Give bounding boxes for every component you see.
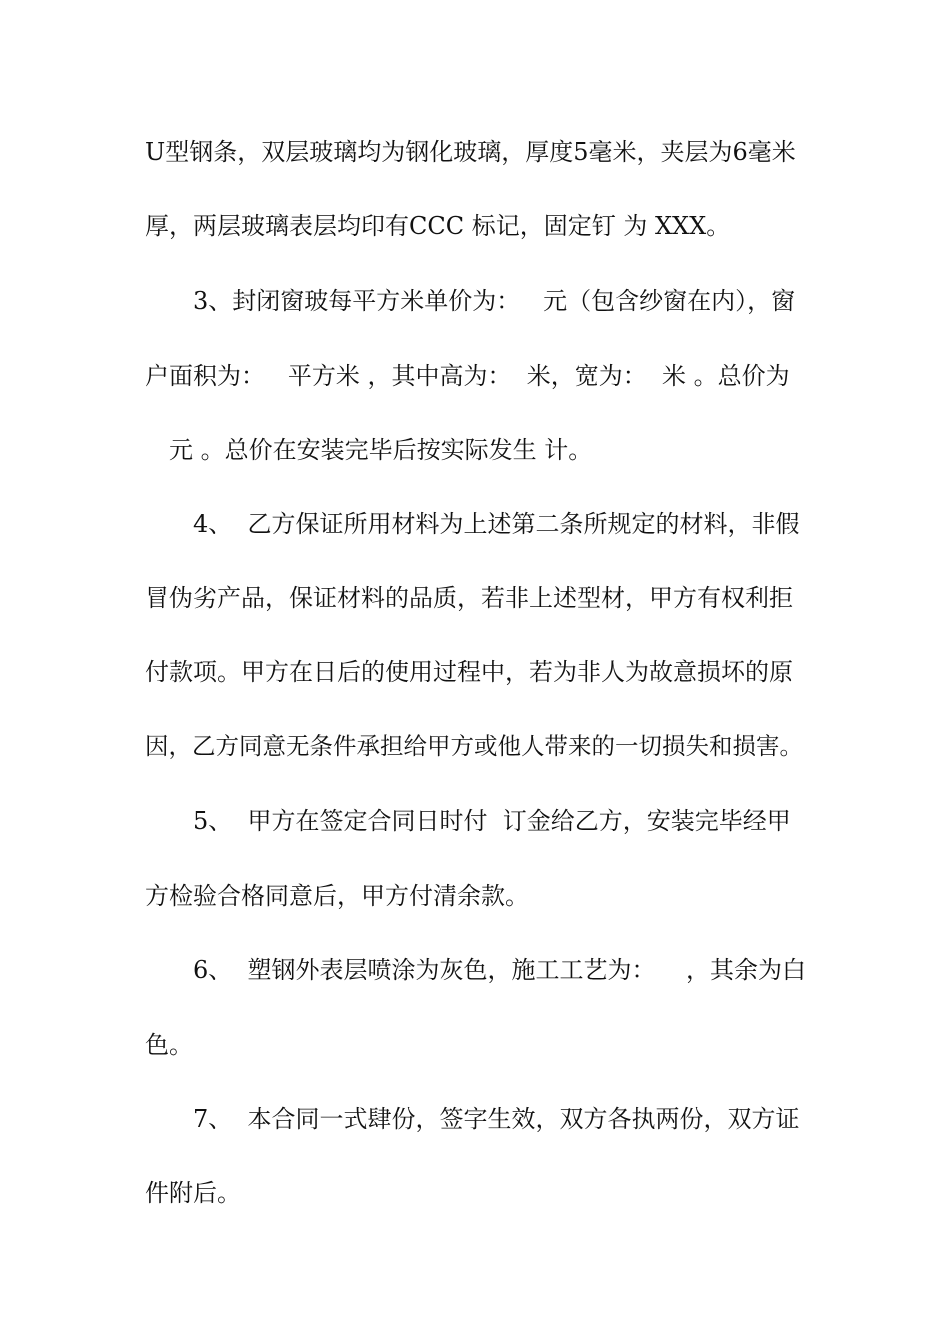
clause-6-line: 6、 塑钢外表层喷涂为灰色，施工工艺为： ，其余为白 bbox=[193, 956, 807, 984]
clause-5-line: 5、 甲方在签定合同日时付 订金给乙方，安装完毕经甲 bbox=[193, 807, 791, 835]
text-line: 厚，两层玻璃表层均印有CCC 标记，固定钉 为 XXX。 bbox=[145, 212, 731, 240]
text-line: 件附后。 bbox=[145, 1179, 241, 1207]
text-line: 因，乙方同意无条件承担给甲方或他人带来的一切损失和损害。 bbox=[145, 732, 803, 760]
clause-7-line: 7、 本合同一式肆份，签字生效，双方各执两份，双方证 bbox=[193, 1105, 800, 1133]
text-line: 付款项。甲方在日后的使用过程中，若为非人为故意损坏的原 bbox=[145, 658, 793, 686]
clause-4-line: 4、 乙方保证所用材料为上述第二条所规定的材料，非假 bbox=[193, 510, 800, 538]
clause-3-line: 3、封闭窗玻每平方米单价为： 元（包含纱窗在内），窗 bbox=[193, 287, 796, 315]
text-line: 户面积为： 平方米 ，其中高为： 米，宽为： 米 。总价为 bbox=[145, 362, 790, 390]
text-line: U型钢条，双层玻璃均为钢化玻璃，厚度5毫米，夹层为6毫米 bbox=[145, 138, 796, 166]
text-line: 色。 bbox=[145, 1031, 193, 1059]
text-line: 元 。总价在安装完毕后按实际发生 计。 bbox=[169, 436, 593, 464]
text-line: 方检验合格同意后，甲方付清余款。 bbox=[145, 882, 529, 910]
text-line: 冒伪劣产品，保证材料的品质，若非上述型材，甲方有权利拒 bbox=[145, 584, 793, 612]
